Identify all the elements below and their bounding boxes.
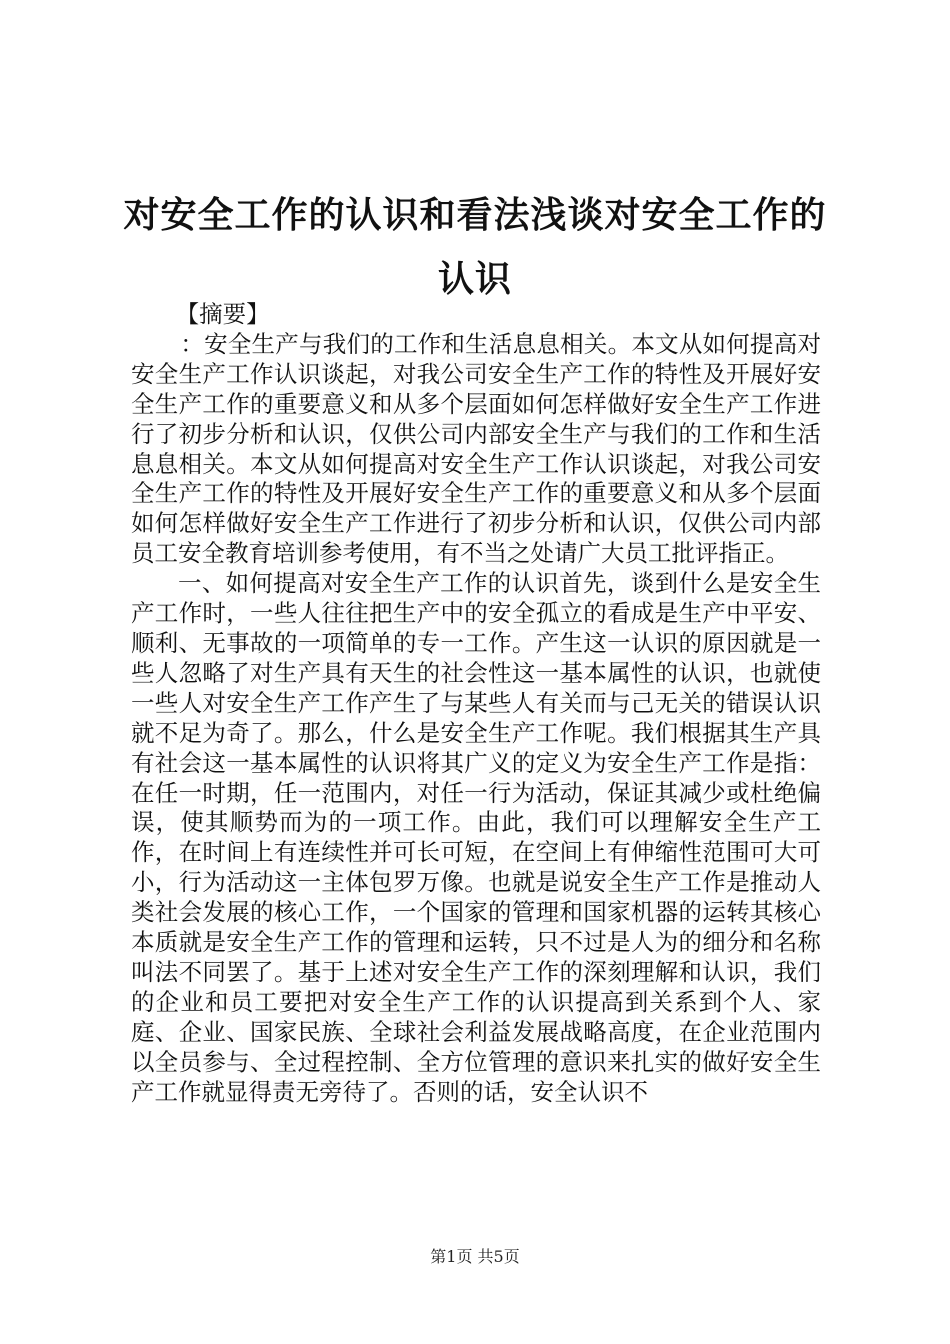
document-title: 对安全工作的认识和看法浅谈对安全工作的认识 bbox=[123, 194, 827, 300]
page-footer: 第1页 共5页 bbox=[430, 1247, 520, 1266]
document-body bbox=[131, 300, 821, 1107]
abstract-paragraph: ：安全生产与我们的工作和生活息息相关。本文从如何提高对安全生产工作认识谈起，对我公司安全生产工作的特性及开展好安全生产工作的重要意义和从多个层面如何怎样做好安全生产工作进行了初步分析和认识，仅供公司内部安全生产与我们的工作和生活息息相关。本文从如何提高对安全生产工作认识谈起，对我公司安全生产工作的特性及开展好安全生产工作的重要意义和从多个层面如何怎样做好安全生产工作进行了初步分析和认识，仅供公司内部员工安全教育培训参考使用，有不当之处请广大员工批评指正。 bbox=[131, 329, 821, 568]
body-paragraph: 一、如何提高对安全生产工作的认识首先，谈到什么是安全生产工作时，一些人往往把生产中的安全孤立的看成是生产中平安、顺利、无事故的一项简单的专一工作。产生这一认识的原因就是一些人忽略了对生产具有天生的社会性这一基本属性的认识，也就使一些人对安全生产工作产生了与某些人有关而与己无关的错误认识就不足为奇了。那么，什么是安全生产工作呢。我们根据其生产具有社会这一基本属性的认识将其广义的定义为安全生产工作是指：在任一时期，任一范围内，对任一行为活动，保证其减少或杜绝偏误，使其顺势而为的一项工作。由此，我们可以理解安全生产工作，在时间上有连续性并可长可短，在空间上有伸缩性范围可大可小，行为活动这一主体包罗万像。也就是说安全生产工作是推动人类社会发展的核心工作，一个国家的管理和国家机器的运转其核心本质就是安全生产工作的管理和运转，只不过是人为的细分和名称叫法不同罢了。基于上述对安全生产工作的深刻理解和认识，我们的企业和员工要把对安全生产工作的认识提高到关系到个人、家庭、企业、国家民族、全球社会利益发展战略高度，在企业范围内以全员参与、全过程控制、全方位管理的意识来扎实的做好安全生产工作就显得责无旁待了。否则的话，安全认识不 bbox=[131, 569, 821, 1106]
abstract-label: 【摘要】 bbox=[175, 300, 270, 328]
